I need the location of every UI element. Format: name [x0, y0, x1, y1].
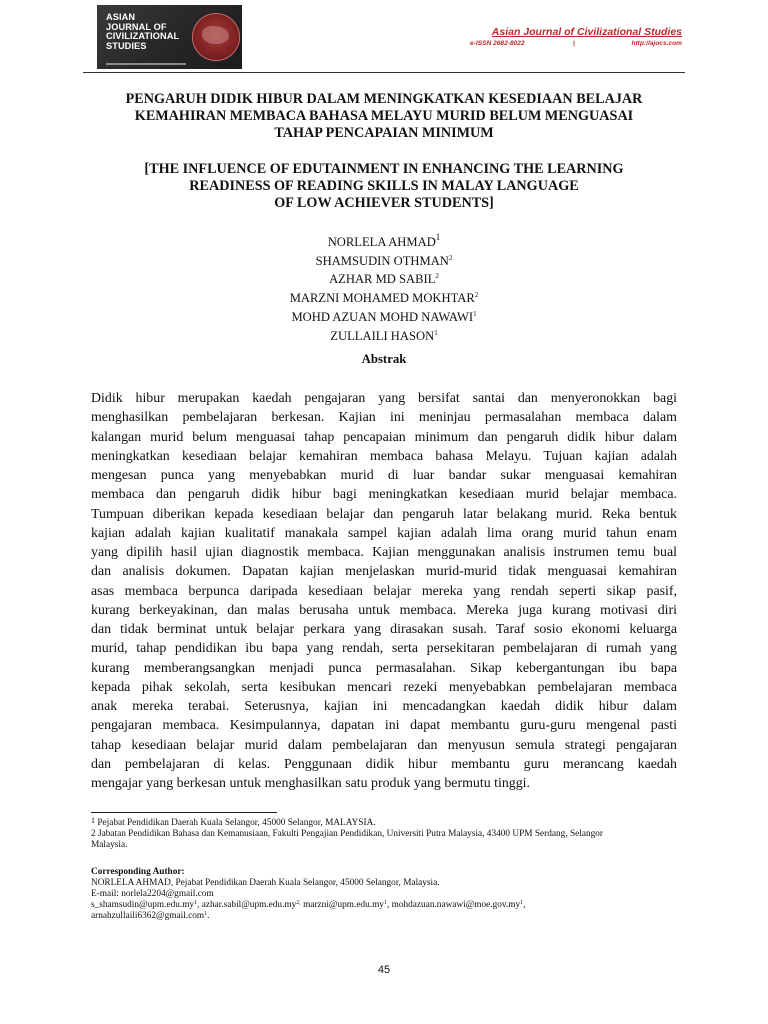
- title-line: OF LOW ACHIEVER STUDENTS]: [274, 195, 494, 211]
- author-affiliation: 1: [434, 328, 438, 337]
- abstract-line: kajian adalah kajian kualitatif manakala sampel kajian adalah lima orang murid tahun enam: [91, 525, 677, 541]
- author-affiliation: 2: [448, 253, 453, 262]
- abstract-heading: Abstrak: [361, 352, 407, 366]
- author-affiliation: 2: [474, 291, 479, 300]
- abstract-line: anak mereka terabai. Seterusnya, kajian ini mencadangkan kaedah didik hibur dalam: [91, 699, 677, 714]
- corresponding-label: Corresponding Author:: [91, 866, 185, 877]
- abstract-line: mengesan punca yang menyebabkan murid di luar bandar sukar menguasai kemahiran: [91, 468, 677, 483]
- email-affiliation: 2,: [296, 900, 301, 907]
- author: [60, 327, 708, 346]
- email: arnahzullaili6362@gmail.com: [91, 911, 205, 922]
- email-end: .: [207, 911, 210, 922]
- logo-tagline-bar: [106, 63, 186, 65]
- journal-url: http://ajocs.com: [631, 40, 682, 47]
- abstract-line: kalangan murid belum menguasai tahap pencapaian minimum dan pengaruh didik hibur dalam: [91, 429, 677, 445]
- abstract-line: menghasilkan pembelajaran berkesan. Kajian ini meninjau permasalahan membaca dalam: [91, 410, 677, 426]
- author: [60, 233, 708, 252]
- abstract-line: murid, tahap pendidikan ibu bapa yang rendah, serta persekitaran pembelajaran di rumah yang: [91, 641, 677, 657]
- abstract-line: asas membaca berpunca daripada kesediaan belajar mereka yang rendah seperti sikap pasif,: [91, 583, 677, 599]
- title-line: TAHAP PENCAPAIAN MINIMUM: [274, 125, 494, 141]
- author: [60, 252, 708, 271]
- footnote-mark: 1: [91, 816, 95, 825]
- email: , mohdazuan.nawawi@moe.gov.my: [386, 900, 521, 911]
- author-name: NORLELA AHMAD: [327, 235, 436, 249]
- abstract-line: kepada pihak sekolah, serta kesibukan mencari rezeki menyebabkan pembelajaran membaca: [91, 679, 677, 695]
- abstract-line: yang dipilih hasil ujian diagnostik membaca. Kajian menggunakan analisis instrumen temu bual: [91, 545, 677, 560]
- author-name: MOHD AZUAN MOHD NAWAWI: [291, 309, 474, 324]
- title-line: READINESS OF READING SKILLS IN MALAY LANGUAGE: [189, 178, 579, 194]
- email: , azhar.sabil@upm.edu.my: [197, 900, 297, 911]
- author-name: MARZNI MOHAMED MOKHTAR: [289, 291, 475, 306]
- email: marzni@upm.edu.my: [300, 900, 384, 911]
- author-affiliation: 2: [435, 272, 439, 281]
- title-line: KEMAHIRAN MEMBACA BAHASA MELAYU MURID BELUM MENGUASAI: [134, 108, 634, 124]
- logo-line: JOURNAL OF: [106, 21, 167, 32]
- abstract-line: dan analisis dokumen. Dapatan kajian menjelaskan murid-murid tidak menguasai kemahiran: [91, 564, 677, 580]
- title-english: [60, 161, 708, 212]
- author: [60, 308, 708, 327]
- journal-logo: [97, 5, 242, 69]
- author-emails: [91, 900, 681, 911]
- footnote-divider: [91, 812, 277, 813]
- abstract-line: meningkatkan kesediaan belajar kemahiran membaca bahasa Melayu. Tujuan kajian adalah: [91, 448, 677, 464]
- footnote-2: 2 Jabatan Pendidikan Bahasa dan Kemanusiaan, Fakulti Pengajian Pendidikan, Universiti Putra Malaysia, 43400 UPM Serdang, Selangor: [91, 829, 604, 840]
- footnote-1: [91, 818, 681, 829]
- email-affiliation: 1: [204, 911, 208, 918]
- header-divider: [83, 72, 685, 73]
- abstract-line: Tumpuan diberikan kepada kesediaan belajar dan pengaruh latar belakang murid. Reka bentuk: [91, 506, 677, 522]
- meta-separator: |: [573, 40, 575, 47]
- logo-text: [106, 13, 196, 51]
- abstract-line: dan tidak berminat untuk belajar perkara yang dirasakan susah. Taraf sosio ekonomi keluarga: [91, 622, 677, 637]
- email-separator: ,: [523, 900, 526, 911]
- email-affiliation: 1: [383, 900, 387, 907]
- eissn: e-ISSN 2682-8022: [470, 40, 525, 47]
- abstract-body: [91, 389, 677, 793]
- logo-line: CIVILIZATIONAL: [106, 31, 180, 42]
- email: s_shamsudin@upm.edu.my: [91, 900, 195, 911]
- abstract-line: membaca dan pengaruh didik hibur bagi meningkatkan kesediaan murid belajar membaca.: [91, 487, 677, 503]
- author-list: [60, 233, 708, 345]
- author-name: SHAMSUDIN OTHMAN: [315, 253, 449, 268]
- abstract-line: kurang berkeyakinan, dan malas berusaha untuk membaca. Mereka juga kurang motivasi diri: [91, 602, 677, 618]
- author: [60, 270, 708, 289]
- corresponding-email: E-mail: norlela2204@gmail.com: [91, 889, 214, 900]
- title-line: PENGARUH DIDIK HIBUR DALAM MENINGKATKAN KESEDIAAN BELAJAR: [125, 91, 643, 107]
- abstract-line: pengajaran membaca. Kesimpulannya, dapatan ini dapat membantu guru-guru mengenal pasti: [91, 718, 677, 734]
- footnotes: [91, 818, 681, 923]
- logo-line: STUDIES: [106, 40, 147, 51]
- abstract-line: Didik hibur merupakan kaedah pengajaran yang bersifat santai dan menyeronokkan bagi: [91, 391, 677, 406]
- abstract-line: mengajar yang berkesan untuk menghasilkan satu produk yang bermutu tinggi.: [91, 776, 530, 791]
- author-name: ZULLAILI HASON: [330, 328, 435, 343]
- author-affiliation: 1: [435, 232, 441, 242]
- abstract-line: dan pembelajaran di kelas. Penggunaan didik hibur membantu guru merancang kaedah: [91, 756, 677, 772]
- page-number: 45: [377, 964, 391, 976]
- author: [60, 289, 708, 308]
- journal-name: Asian Journal of Civilizational Studies: [491, 26, 682, 38]
- corresponding-author: NORLELA AHMAD, Pejabat Pendidikan Daerah Kuala Selangor, 45000 Selangor, Malaysia.: [91, 877, 440, 888]
- email-affiliation: 1: [520, 900, 524, 907]
- title-line: [THE INFLUENCE OF EDUTAINMENT IN ENHANCING THE LEARNING: [144, 161, 624, 177]
- footnote-gap: [91, 852, 681, 867]
- abstract-line: tahap kesediaan belajar murid dalam pembelajaran dan menyusun semula strategi pengajaran: [91, 737, 677, 753]
- email-affiliation: 1: [194, 900, 198, 907]
- map-seal-icon: [192, 13, 240, 61]
- author-affiliation: 1: [473, 309, 477, 318]
- abstract-line: kurang memberangsangkan menjadi punca permasalahan. Sikap kebergantungan ibu bapa: [91, 660, 677, 676]
- footnote-text: Pejabat Pendidikan Daerah Kuala Selangor, 45000 Selangor, MALAYSIA.: [95, 818, 376, 828]
- footnote-2-cont: Malaysia.: [91, 840, 128, 851]
- author-name: AZHAR MD SABIL: [329, 272, 436, 287]
- logo-line: ASIAN: [106, 12, 136, 22]
- title-malay: [60, 91, 708, 142]
- author-emails-cont: [91, 911, 681, 922]
